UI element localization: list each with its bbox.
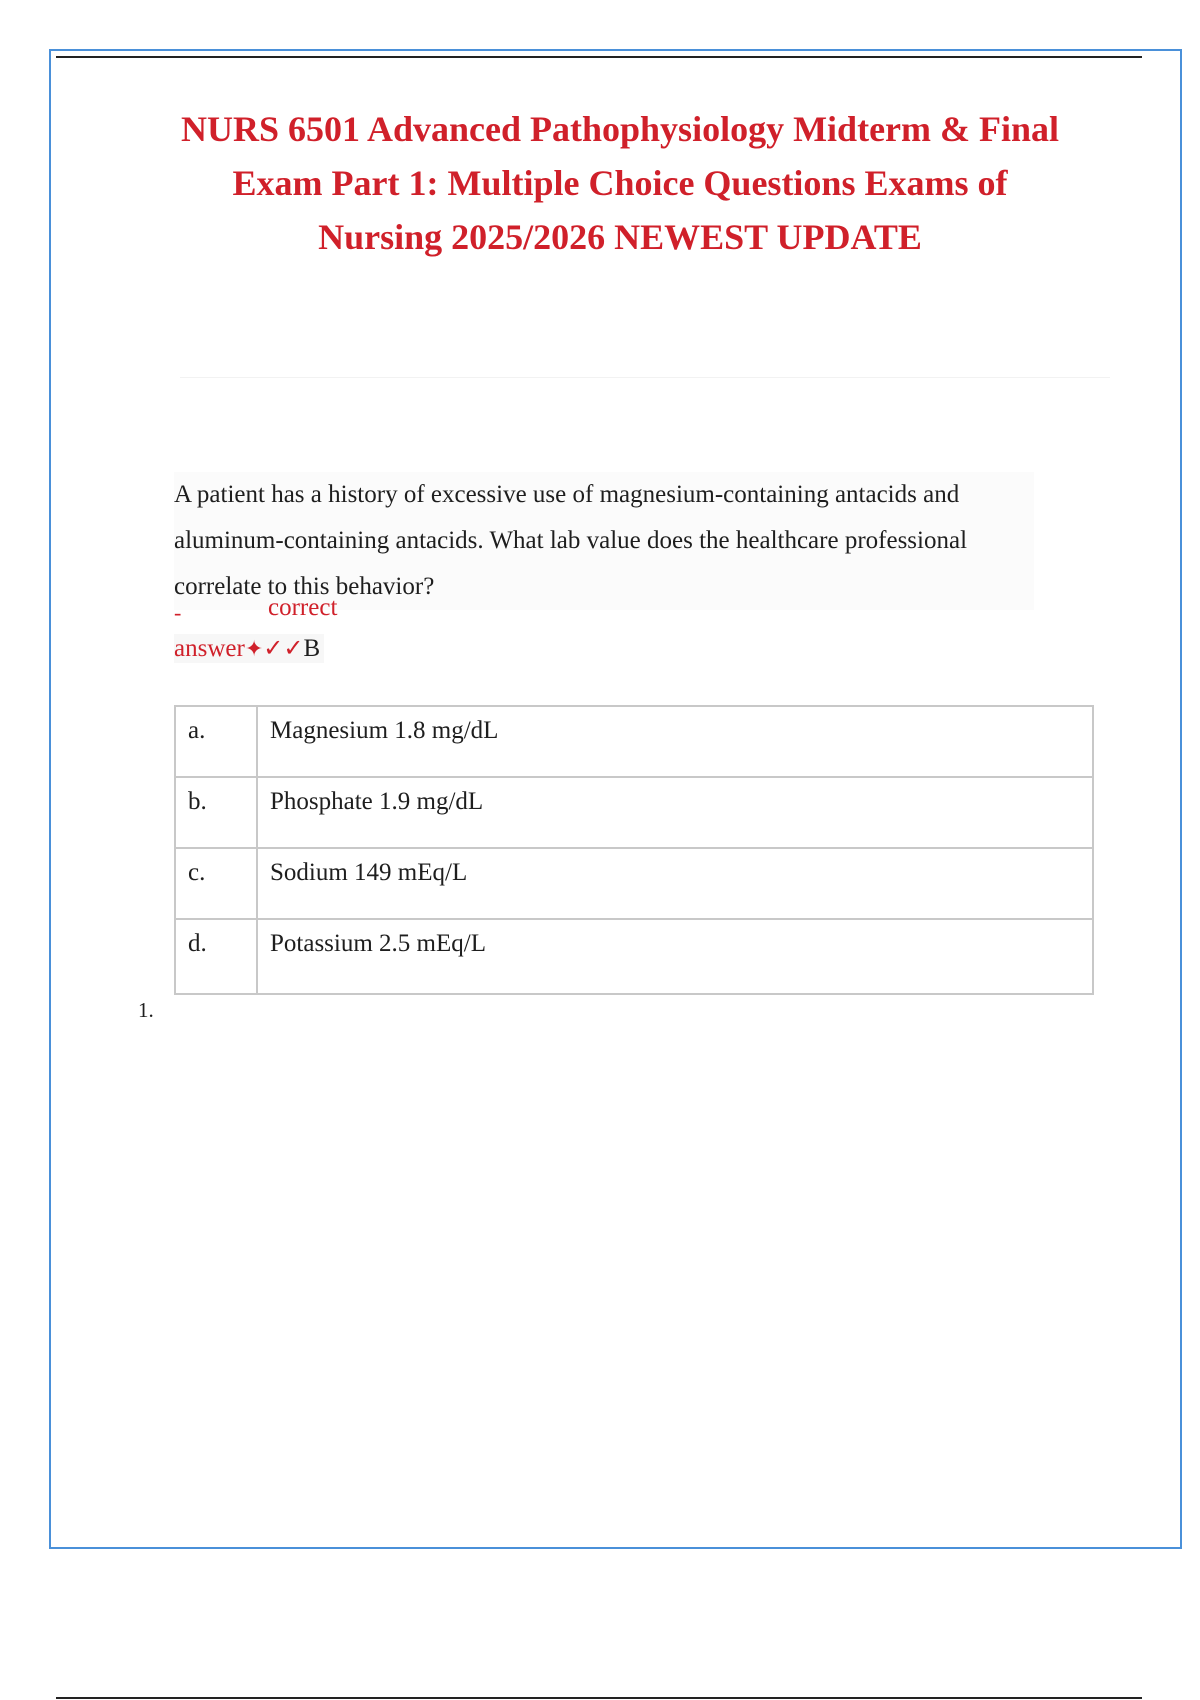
title-line: Nursing 2025/2026 NEWEST UPDATE xyxy=(318,217,922,257)
answer-correct-label: correct xyxy=(268,594,338,621)
question-line: aluminum-containing antacids. What lab value does the healthcare professional xyxy=(174,518,1034,564)
title-line: NURS 6501 Advanced Pathophysiology Midterm & Final xyxy=(180,109,1060,149)
answer-line xyxy=(174,634,324,663)
top-rule xyxy=(56,56,1142,58)
bottom-rule xyxy=(56,1697,1142,1699)
option-row[interactable] xyxy=(175,848,1093,919)
sparkle-icon: ✦ xyxy=(244,637,264,662)
option-row[interactable] xyxy=(175,777,1093,848)
answer-letter: B xyxy=(303,635,321,662)
answer-dash: - xyxy=(174,600,182,625)
option-text: Magnesium 1.8 mg/dL xyxy=(257,706,1093,777)
option-text: Phosphate 1.9 mg/dL xyxy=(257,777,1093,848)
answer-label: answer xyxy=(174,635,245,662)
option-row[interactable] xyxy=(175,919,1093,994)
option-text: Potassium 2.5 mEq/L xyxy=(257,919,1093,994)
option-text: Sodium 149 mEq/L xyxy=(257,848,1093,919)
title-line: Exam Part 1: Multiple Choice Questions Exams of xyxy=(232,163,1008,203)
question-text xyxy=(174,472,1034,610)
option-row[interactable] xyxy=(175,706,1093,777)
question-line: A patient has a history of excessive use of magnesium-containing antacids and xyxy=(174,472,1034,518)
option-letter: d. xyxy=(175,919,257,994)
question-line: correlate to this behavior? xyxy=(174,564,1034,610)
options-table xyxy=(174,705,1094,995)
option-letter: b. xyxy=(175,777,257,848)
option-letter: c. xyxy=(175,848,257,919)
question-number: 1. xyxy=(138,998,154,1022)
option-letter: a. xyxy=(175,706,257,777)
section-divider xyxy=(180,377,1110,378)
document-title xyxy=(160,102,1080,264)
checkmark-icon: ✓✓ xyxy=(263,634,304,662)
